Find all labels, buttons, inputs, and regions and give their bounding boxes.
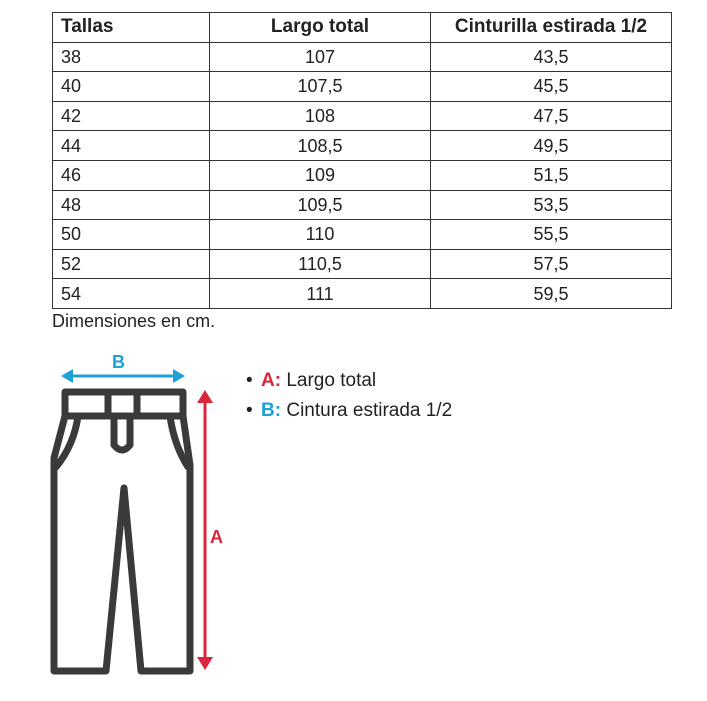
cell-cinturilla: 49,5 [431, 131, 672, 161]
legend-letter-a: A: [261, 370, 282, 391]
legend-text-b: Cintura estirada 1/2 [286, 400, 453, 421]
units-note: Dimensiones en cm. [52, 311, 216, 331]
cell-cinturilla: 55,5 [431, 220, 672, 250]
column-header-tallas: Tallas [53, 13, 210, 43]
cell-cinturilla: 57,5 [431, 249, 672, 279]
cell-talla: 40 [53, 72, 210, 102]
pants-diagram [40, 345, 240, 680]
cell-largo: 107,5 [210, 72, 431, 102]
cell-largo: 109,5 [210, 190, 431, 220]
table-row [53, 249, 672, 279]
column-header-largo-total: Largo total [210, 13, 431, 43]
cell-largo: 107 [210, 42, 431, 72]
legend-text-a: Largo total [286, 370, 377, 391]
cell-cinturilla: 47,5 [431, 101, 672, 131]
cell-talla: 42 [53, 101, 210, 131]
table-row [53, 131, 672, 161]
legend-item-a [246, 368, 452, 398]
cell-talla: 46 [53, 160, 210, 190]
cell-cinturilla: 53,5 [431, 190, 672, 220]
cell-cinturilla: 43,5 [431, 42, 672, 72]
cell-largo: 110 [210, 220, 431, 250]
table-row [53, 279, 672, 309]
cell-cinturilla: 45,5 [431, 72, 672, 102]
pants-icon [54, 392, 190, 671]
cell-cinturilla: 59,5 [431, 279, 672, 309]
table-row [53, 72, 672, 102]
column-header-cinturilla: Cinturilla estirada 1/2 [431, 13, 672, 43]
bullet-icon: • [246, 370, 253, 391]
cell-talla: 50 [53, 220, 210, 250]
legend-item-b [246, 398, 452, 428]
table-header-row [53, 13, 672, 43]
cell-largo: 111 [210, 279, 431, 309]
cell-largo: 109 [210, 160, 431, 190]
legend [246, 368, 452, 428]
cell-largo: 110,5 [210, 249, 431, 279]
cell-cinturilla: 51,5 [431, 160, 672, 190]
size-table [52, 12, 672, 309]
bullet-icon: • [246, 400, 253, 421]
cell-talla: 54 [53, 279, 210, 309]
cell-largo: 108 [210, 101, 431, 131]
cell-talla: 44 [53, 131, 210, 161]
table-row [53, 220, 672, 250]
cell-largo: 108,5 [210, 131, 431, 161]
table-row [53, 42, 672, 72]
cell-talla: 48 [53, 190, 210, 220]
legend-letter-b: B: [261, 400, 282, 421]
table-row [53, 160, 672, 190]
cell-talla: 38 [53, 42, 210, 72]
dimension-b-label: B [112, 352, 125, 372]
cell-talla: 52 [53, 249, 210, 279]
dimension-a-label: A [210, 527, 223, 547]
table-row [53, 190, 672, 220]
table-row [53, 101, 672, 131]
